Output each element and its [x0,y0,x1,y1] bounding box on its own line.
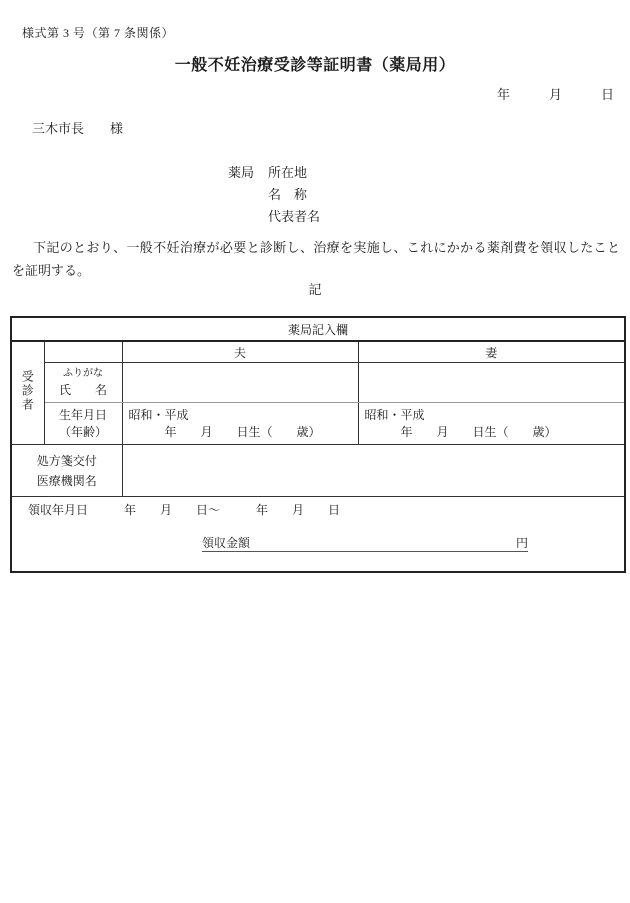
statement-line-1: 下記のとおり、一般不妊治療が必要と診断し、治療を実施し、これにかかる薬剤費を領収したこと [33,240,620,255]
pharmacy-field-name: 名 称 [268,187,308,202]
age-label: （年齢） [58,425,107,439]
receipt-cell [11,497,625,573]
prescription-label-line1: 処方箋交付 [36,453,97,468]
husband-name-entry-cell [122,363,358,403]
addressee-mayor: 三木市長 様 [32,121,124,136]
form-number: 様式第 3 号（第 7 条関係） [22,26,175,40]
husband-header-cell: 夫 [122,341,358,363]
name-label-cell [44,363,122,403]
wife-name-entry-cell [358,363,625,403]
amount-unit: 円 [515,536,528,550]
prescription-label-line2: 医療機関名 [36,473,97,488]
issue-date-line: 年 月 日 [496,87,614,102]
prescription-row [11,445,625,497]
pharmacy-label: 薬局 [228,165,255,180]
wife-birthdate-line: 年 月 日生（ 歳） [400,425,557,439]
wife-birthdate-cell [358,403,625,445]
amount-label: 領収金額 [202,536,251,550]
birthdate-label-cell [44,403,122,445]
receipt-date-line: 領収年月日 年 月 日～ 年 月 日 [28,503,341,517]
prescription-entry-cell [122,445,625,497]
spouse-header-row [11,341,625,363]
wife-header-cell: 妻 [358,341,625,363]
document-title: 一般不妊治療受診等証明書（薬局用） [174,57,456,74]
birthdate-row [11,403,625,445]
table-header-row [11,317,625,341]
prescription-label-cell [11,445,122,497]
receipt-row [11,497,625,573]
birthdate-label: 生年月日 [58,408,107,422]
pharmacy-entry-table [10,316,626,573]
furigana-label: ふりがな [63,368,103,379]
ki-mark: 記 [308,282,322,297]
table-header-cell: 薬局記入欄 [11,317,625,341]
wife-era-options: 昭和・平成 [364,408,425,422]
patient-label: 受診者 [20,370,35,412]
pharmacy-signature-block [228,162,320,228]
husband-birthdate-line: 年 月 日生（ 歳） [164,425,321,439]
husband-birthdate-cell [122,403,358,445]
pharmacy-field-representative: 代表者名 [268,209,321,224]
certification-statement [12,236,620,282]
name-label: 氏 名 [58,383,107,397]
receipt-amount-line [202,535,528,552]
pharmacy-field-address: 所在地 [268,165,308,180]
statement-line-2: を証明する。 [12,263,91,278]
pharmacy-fields [268,162,320,228]
name-row [11,363,625,403]
husband-era-options: 昭和・平成 [128,408,189,422]
blank-corner-cell [44,341,122,363]
patient-label-cell [11,341,44,445]
